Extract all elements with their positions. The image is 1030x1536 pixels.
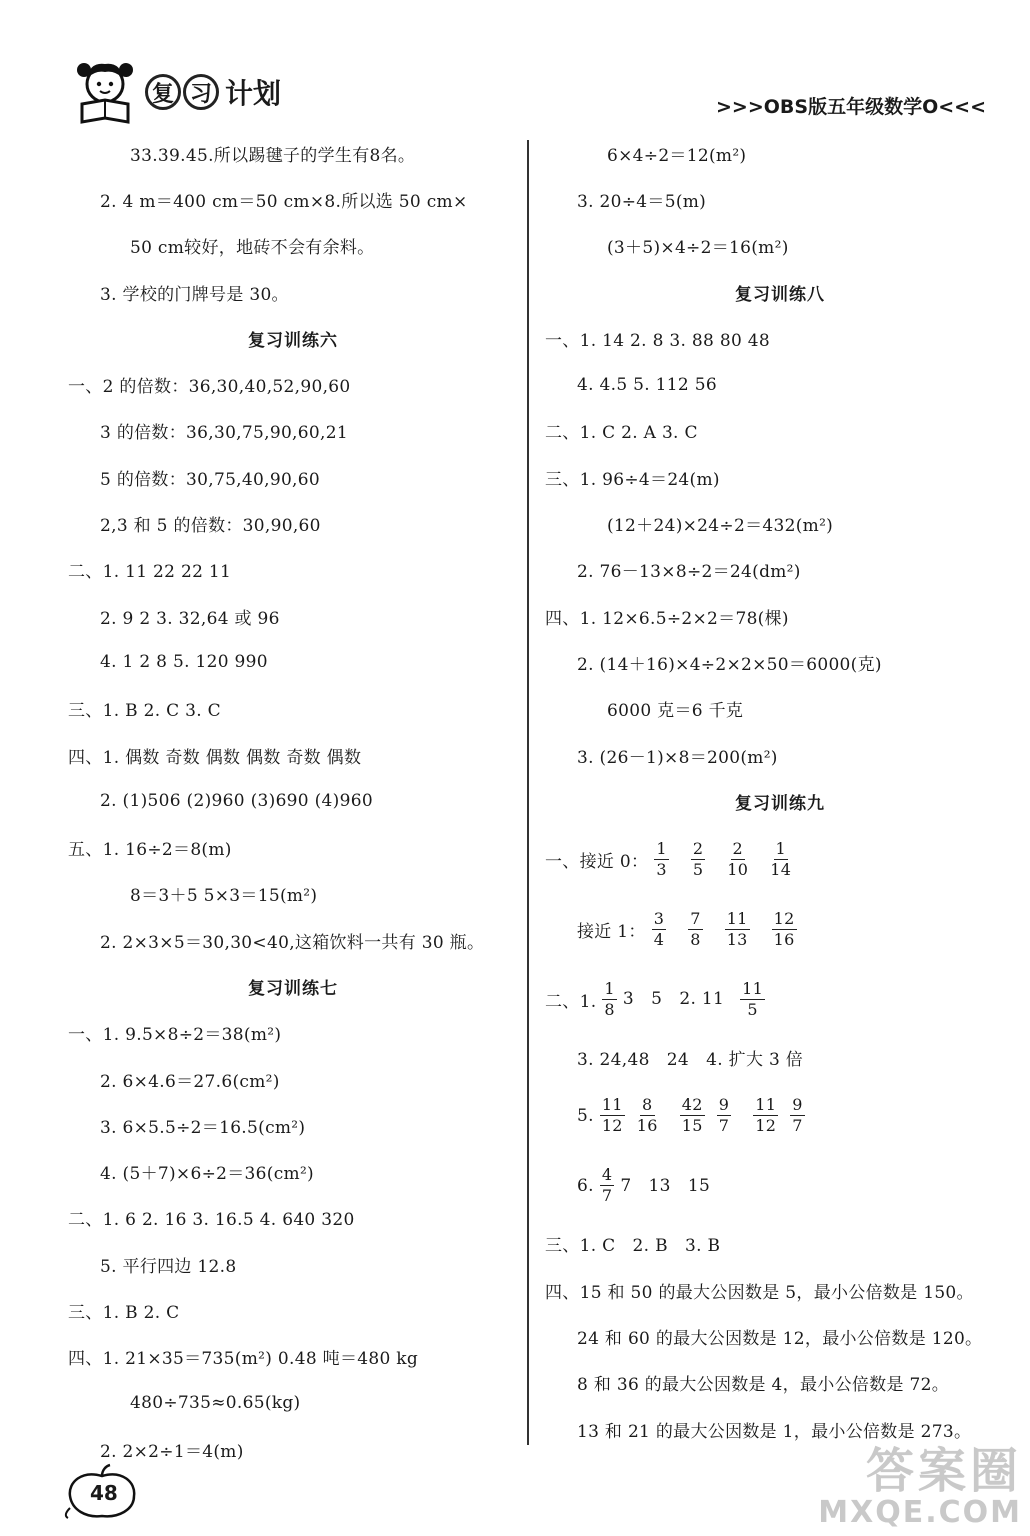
section-title-9: 复习训练九 — [735, 793, 825, 814]
denominator: 16 — [636, 1116, 658, 1136]
answer-line: 5 的倍数：30,75,40,90,60 — [100, 469, 320, 490]
q6-label: 6. — [577, 1175, 594, 1196]
answer-line: 480÷735≈0.65(kg) — [130, 1393, 301, 1414]
numerator: 1 — [775, 838, 786, 858]
answer-line: 3 的倍数：36,30,75,90,60,21 — [100, 423, 348, 444]
answer-line: 一、1. 9.5×8÷2＝38(m²) — [68, 1025, 282, 1046]
column-divider — [527, 140, 529, 1445]
numerator: 2 — [732, 838, 744, 858]
q5-label: 5. — [577, 1105, 594, 1126]
fraction — [753, 1097, 778, 1134]
fraction — [600, 1167, 614, 1204]
subject-banner: >>>OBS版五年级数学O<<< — [716, 96, 986, 118]
q2-prefix: 二、1. — [545, 991, 597, 1012]
answer-line: 2,3 和 5 的倍数：30,90,60 — [100, 516, 321, 537]
answer-line: 3. 24,48 24 4. 扩大 3 倍 — [577, 1050, 804, 1071]
answer-line: 2. 4 m＝400 cm＝50 cm×8.所以选 50 cm× — [100, 191, 468, 212]
answer-line: 三、1. C 2. B 3. B — [545, 1236, 721, 1257]
watermark — [818, 1432, 1022, 1530]
answer-line: 8 和 36 的最大公因数是 4，最小公倍数是 72。 — [577, 1375, 950, 1396]
numerator: 4 — [601, 1165, 613, 1185]
answer-line: (12＋24)×24÷2＝432(m²) — [607, 516, 834, 537]
answer-line: 二、1. C 2. A 3. C — [545, 423, 698, 444]
numerator: 9 — [718, 1095, 730, 1115]
fraction-line-q6 — [545, 1151, 1015, 1221]
answer-line: 33.39.45.所以踢毽子的学生有8名。 — [130, 145, 416, 166]
denominator: 3 — [656, 859, 667, 879]
answer-line: 24 和 60 的最大公因数是 12，最小公倍数是 120。 — [577, 1328, 983, 1349]
q2-middle: 3 5 2. 11 — [622, 989, 725, 1010]
numerator: 7 — [690, 908, 701, 928]
fraction — [740, 978, 765, 1019]
numerator: 3 — [653, 908, 665, 928]
watermark-url: MXQE.COM — [818, 1495, 1022, 1530]
fraction-line-q5 — [545, 1081, 1015, 1151]
series-logo — [145, 72, 281, 112]
denominator: 8 — [690, 929, 701, 949]
fraction — [727, 838, 749, 879]
right-column — [545, 130, 1015, 1452]
fraction — [691, 838, 705, 879]
logo-char-xi: 习 — [183, 74, 219, 110]
fraction — [725, 908, 750, 949]
answer-line: 五、1. 16÷2＝8(m) — [68, 840, 232, 861]
fraction — [637, 1097, 658, 1134]
denominator: 7 — [792, 1116, 803, 1136]
left-column — [68, 130, 518, 1473]
answer-line: 4. 4.5 5. 112 56 — [577, 374, 717, 395]
answer-line: 2. 6×4.6＝27.6(cm²) — [100, 1071, 280, 1092]
answer-line: 13 和 21 的最大公因数是 1，最小公倍数是 273。 — [577, 1421, 972, 1442]
section-title-6: 复习训练六 — [248, 330, 338, 351]
denominator: 12 — [601, 1116, 623, 1136]
fraction — [602, 978, 616, 1019]
numerator: 11 — [755, 1095, 777, 1115]
fraction — [600, 1097, 625, 1134]
fraction-line-near1 — [545, 894, 1015, 964]
denominator: 16 — [773, 929, 795, 949]
fraction — [652, 908, 666, 949]
answer-line: 2. (1)506 (2)960 (3)690 (4)960 — [100, 791, 373, 812]
answer-line: (3＋5)×4÷2＝16(m²) — [607, 238, 789, 259]
answer-line: 4. 1 2 8 5. 120 990 — [100, 652, 268, 673]
answer-line: 二、1. 6 2. 16 3. 16.5 4. 640 320 — [68, 1210, 355, 1231]
denominator: 13 — [726, 929, 748, 949]
answer-line: 三、1. B 2. C — [68, 1303, 180, 1324]
denominator: 15 — [681, 1116, 703, 1136]
answer-line: 3. (26－1)×8＝200(m²) — [577, 747, 778, 768]
answer-line: 二、1. 11 22 22 11 — [68, 562, 232, 583]
numerator: 8 — [642, 1095, 653, 1115]
answer-line: 50 cm较好，地砖不会有余料。 — [130, 238, 375, 259]
answer-line: 6×4÷2＝12(m²) — [607, 145, 747, 166]
numerator: 12 — [773, 908, 795, 928]
answer-line: 6000 克＝6 千克 — [607, 701, 744, 722]
answer-line: 一、1. 14 2. 8 3. 88 80 48 — [545, 330, 771, 351]
fraction — [654, 838, 668, 879]
fraction — [688, 908, 702, 949]
page-header — [0, 0, 1030, 130]
numerator: 1 — [656, 838, 667, 858]
answer-line: 三、1. 96÷4＝24(m) — [545, 469, 720, 490]
fraction — [770, 838, 792, 879]
near0-label: 一、接近 0： — [545, 851, 649, 872]
numerator: 2 — [692, 838, 704, 858]
q6-rest: 7 13 15 — [620, 1175, 711, 1196]
answer-line: 8＝3＋5 5×3＝15(m²) — [130, 886, 318, 907]
answer-line: 5. 平行四边 12.8 — [100, 1256, 237, 1277]
denominator: 14 — [770, 859, 792, 879]
denominator: 7 — [718, 1116, 730, 1136]
numerator: 1 — [604, 978, 615, 998]
answer-line: 三、1. B 2. C 3. C — [68, 701, 221, 722]
answer-line: 4. (5＋7)×6÷2＝36(cm²) — [100, 1164, 314, 1185]
answer-line: 2. 76－13×8÷2＝24(dm²) — [577, 562, 801, 583]
answer-line: 2. (14＋16)×4÷2×2×50＝6000(克) — [577, 654, 882, 675]
near1-label: 接近 1： — [577, 921, 646, 942]
answer-line: 四、1. 12×6.5÷2×2＝78(棵) — [545, 608, 789, 629]
section-title-8: 复习训练八 — [735, 284, 825, 305]
section-title-7: 复习训练七 — [248, 978, 338, 999]
denominator: 5 — [747, 999, 758, 1019]
watermark-title: 答案圈 — [865, 1443, 1022, 1499]
numerator: 11 — [742, 978, 764, 998]
fraction — [717, 1097, 731, 1134]
fraction-line-near0 — [545, 824, 1015, 894]
numerator: 11 — [726, 908, 748, 928]
answer-line: 3. 学校的门牌号是 30。 — [100, 284, 289, 305]
logo-char-fu: 复 — [145, 74, 181, 110]
answer-line: 一、2 的倍数：36,30,40,52,90,60 — [68, 377, 351, 398]
answer-line: 2. 2×2÷1＝4(m) — [100, 1441, 244, 1462]
denominator: 4 — [653, 929, 665, 949]
denominator: 12 — [755, 1116, 777, 1136]
fraction — [790, 1097, 804, 1134]
denominator: 5 — [692, 859, 704, 879]
page-number: 48 — [90, 1481, 118, 1505]
denominator: 7 — [601, 1186, 613, 1206]
numerator: 9 — [792, 1095, 803, 1115]
numerator: 11 — [601, 1095, 623, 1115]
fraction-line-q2 — [545, 964, 1015, 1034]
answer-line: 四、1. 21×35＝735(m²) 0.48 吨＝480 kg — [68, 1349, 419, 1370]
logo-tail: 计划 — [225, 77, 282, 110]
denominator: 8 — [604, 999, 615, 1019]
answer-line: 3. 20÷4＝5(m) — [577, 191, 707, 212]
denominator: 10 — [727, 859, 749, 879]
answer-line: 2. 2×3×5＝30,30<40,这箱饮料一共有 30 瓶。 — [100, 932, 485, 953]
numerator: 42 — [681, 1095, 703, 1115]
fraction — [680, 1097, 705, 1134]
answer-line: 2. 9 2 3. 32,64 或 96 — [100, 608, 280, 629]
answer-line: 四、1. 偶数 奇数 偶数 偶数 奇数 偶数 — [68, 747, 362, 768]
page-number-badge — [62, 1462, 142, 1522]
mascot-reading-icon — [70, 58, 140, 126]
answer-line: 3. 6×5.5÷2＝16.5(cm²) — [100, 1117, 306, 1138]
fraction — [772, 908, 797, 949]
answer-line: 四、15 和 50 的最大公因数是 5，最小公倍数是 150。 — [545, 1282, 974, 1303]
